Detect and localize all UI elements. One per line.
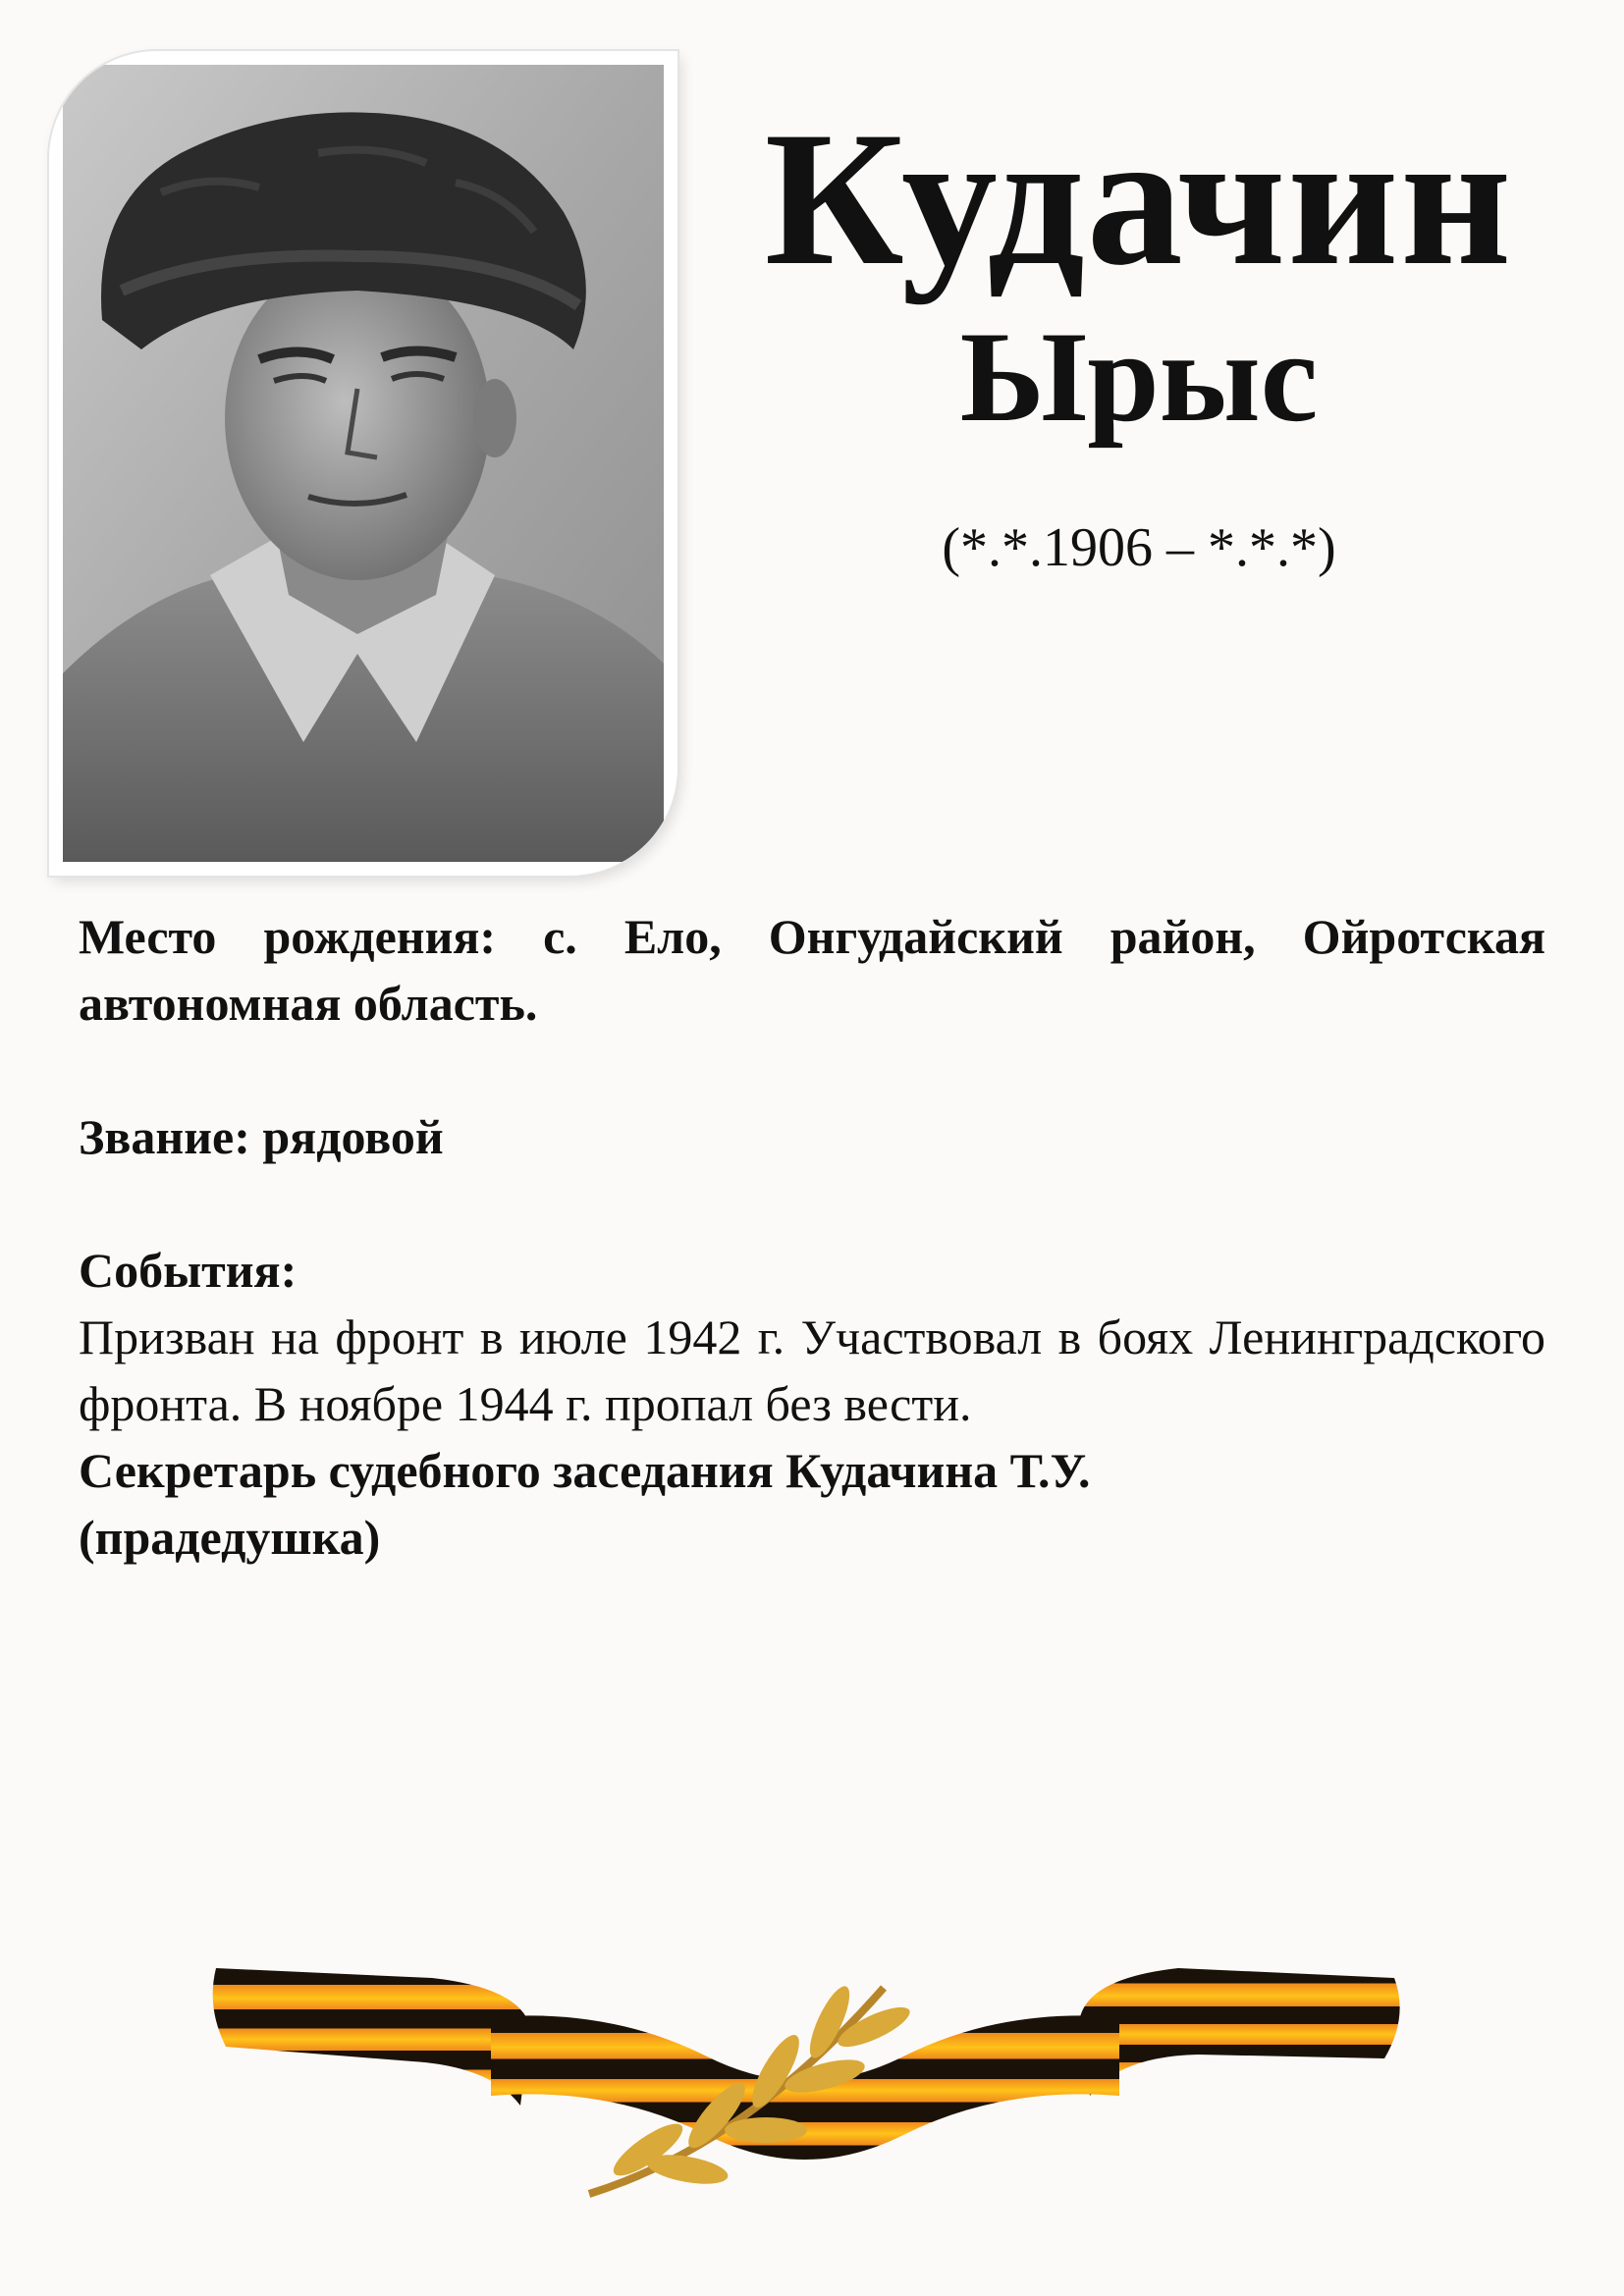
life-dates: (*.*.1906 – *.*.*) — [942, 517, 1336, 578]
rank: Звание: рядовой — [79, 1109, 444, 1164]
st-george-ribbon — [196, 1949, 1414, 2204]
events-text: Призван на фронт в июле 1942 г. Участвовал в боях Ленинградского фронта. В ноябре 1944 г. пропал без вести. — [79, 1309, 1545, 1431]
birthplace: Место рождения: с. Ело, Онгудайский район, Ойротская автономная область. — [79, 909, 1545, 1031]
author-line: Секретарь судебного заседания Кудачина Т.У. — [79, 1443, 1091, 1498]
relation-line: (прадедушка) — [79, 1510, 381, 1565]
given-name: Ырыс — [959, 304, 1319, 449]
portrait-photo — [63, 65, 664, 862]
portrait-photo-frame — [49, 51, 677, 876]
events-heading: События: — [79, 1243, 298, 1298]
surname: Кудачин — [764, 92, 1514, 305]
biography — [79, 903, 1545, 1571]
